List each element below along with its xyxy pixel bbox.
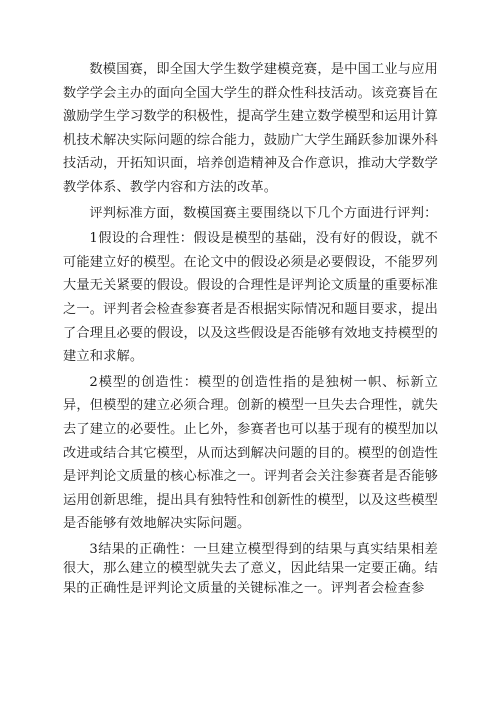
paragraph-correctness: 3结果的正确性：一旦建立模型得到的结果与真实结果相差很大，那么建立的模型就失去了意义，因此结果一定要正确。结果的正确性是评判论文质量的关键标准之一。评判者会检查参: [63, 541, 438, 596]
paragraph-criteria-intro: 评判标准方面，数模国赛主要围绕以下几个方面进行评判：: [89, 205, 438, 221]
paragraph-creativity: 2模型的创造性：模型的创造性指的是独树一帜、标新立异，但模型的建立必须合理。创新的模型一旦失去合理性，就失去了建立的必要性。止匕外，参赛者也可以基于现有的模型加以改进或结合其它模型，从而达到解决问题的目的。模型的创造性是评判论文质量的核心标准之一。评判者会关注参赛者是否能够运用创新思维，提出具有独特性和创新性的模型，以及这些模型是否能够有效地解决实际问题。: [63, 374, 438, 532]
paragraph-intro: 数模国赛，即全国大学生数学建模竞赛，是中国工业与应用数学学会主办的面向全国大学生的群众性科技活动。该竞赛旨在激励学生学习数学的积极性，提高学生建立数学模型和运用计算机技术解决实际问题的综合能力，鼓励广大学生踊跃参加课外科技活动，开拓知识面，培养创造精神及合作意识，推动大学数学教学体系、教学内容和方法的改革。: [63, 62, 438, 195]
paragraph-assumption: 1假设的合理性：假设是模型的基础，没有好的假设，就不可能建立好的模型。在论文中的假设必须是必要假设，不能罗列大量无关紧要的假设。假设的合理性是评判论文质量的重要标准之一。评判者会检查参赛者是否根据实际情况和题目要求，提出了合理且必要的假设，以及这些假设是否能够有效地支持模型的建立和求解。: [63, 231, 438, 365]
document-page: [63, 58, 438, 598]
